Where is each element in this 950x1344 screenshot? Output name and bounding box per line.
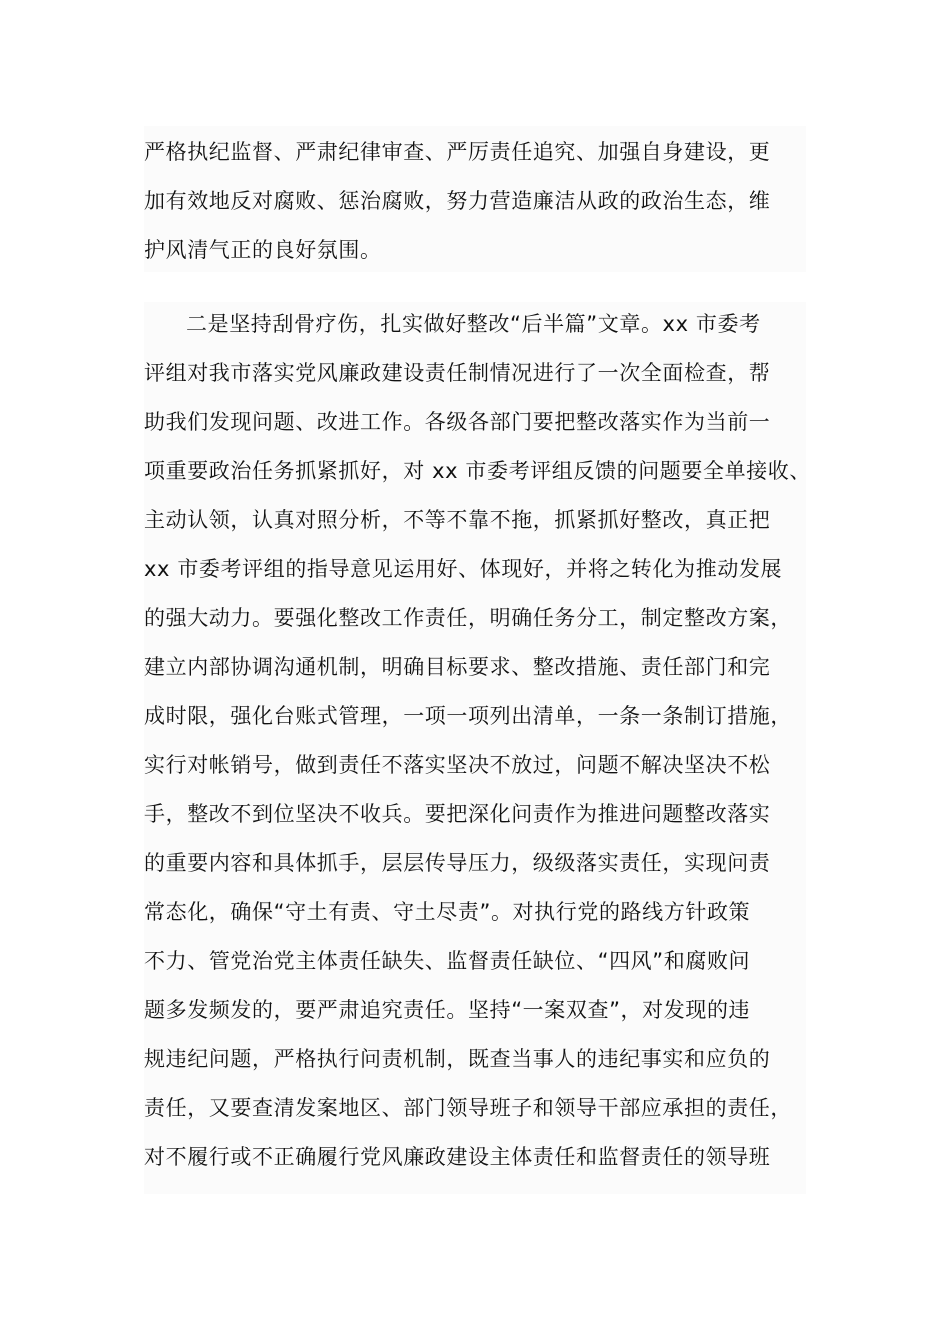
paragraph-line: 成时限，强化台账式管理，一项一项列出清单，一条一条制订措施， [144, 704, 792, 728]
paragraph-line: 手，整改不到位坚决不收兵。要把深化问责作为推进问题整改落实 [144, 802, 771, 826]
paragraph-line: 的重要内容和具体抓手，层层传导压力，级级落实责任，实现问责 [144, 851, 771, 875]
paragraph-line: 评组对我市落实党风廉政建设责任制情况进行了一次全面检查，帮 [144, 361, 771, 385]
paragraph-line: 助我们发现问题、改进工作。各级各部门要把整改落实作为当前一 [144, 410, 771, 434]
paragraph-line: 不力、管党治党主体责任缺失、监督责任缺位、“四风”和腐败问 [144, 949, 751, 973]
paragraph-line: 护风清气正的良好氛围。 [144, 238, 382, 262]
paragraph-line: 责任，又要查清发案地区、部门领导班子和领导干部应承担的责任， [144, 1096, 792, 1120]
paragraph-line: 的强大动力。要强化整改工作责任，明确任务分工，制定整改方案， [144, 606, 792, 630]
paragraph-line: 二是坚持刮骨疗伤，扎实做好整改“后半篇”文章。xx 市委考 [186, 312, 761, 336]
paragraph-line: 加有效地反对腐败、惩治腐败，努力营造廉洁从政的政治生态，维 [144, 189, 771, 213]
paragraph-line: 对不履行或不正确履行党风廉政建设主体责任和监督责任的领导班 [144, 1145, 771, 1169]
paragraph-line: 常态化，确保“守土有责、守土尽责”。对执行党的路线方针政策 [144, 900, 751, 924]
paragraph-line: xx 市委考评组的指导意见运用好、体现好，并将之转化为推动发展 [144, 557, 783, 581]
paragraph-line: 项重要政治任务抓紧抓好，对 xx 市委考评组反馈的问题要全单接收、 [144, 459, 812, 483]
paragraph-line: 规违纪问题，严格执行问责机制，既查当事人的违纪事实和应负的 [144, 1047, 771, 1071]
paragraph-line: 建立内部协调沟通机制，明确目标要求、整改措施、责任部门和完 [144, 655, 771, 679]
paragraph-line: 主动认领，认真对照分析，不等不靠不拖，抓紧抓好整改，真正把 [144, 508, 771, 532]
paragraph-line: 严格执纪监督、严肃纪律审查、严厉责任追究、加强自身建设，更 [144, 140, 771, 164]
paragraph-line: 题多发频发的，要严肃追究责任。坚持“一案双查”，对发现的违 [144, 998, 751, 1022]
paragraph-2 [144, 302, 812, 1194]
paragraph-line: 实行对帐销号，做到责任不落实坚决不放过，问题不解决坚决不松 [144, 753, 771, 777]
paragraph-1 [144, 126, 806, 272]
